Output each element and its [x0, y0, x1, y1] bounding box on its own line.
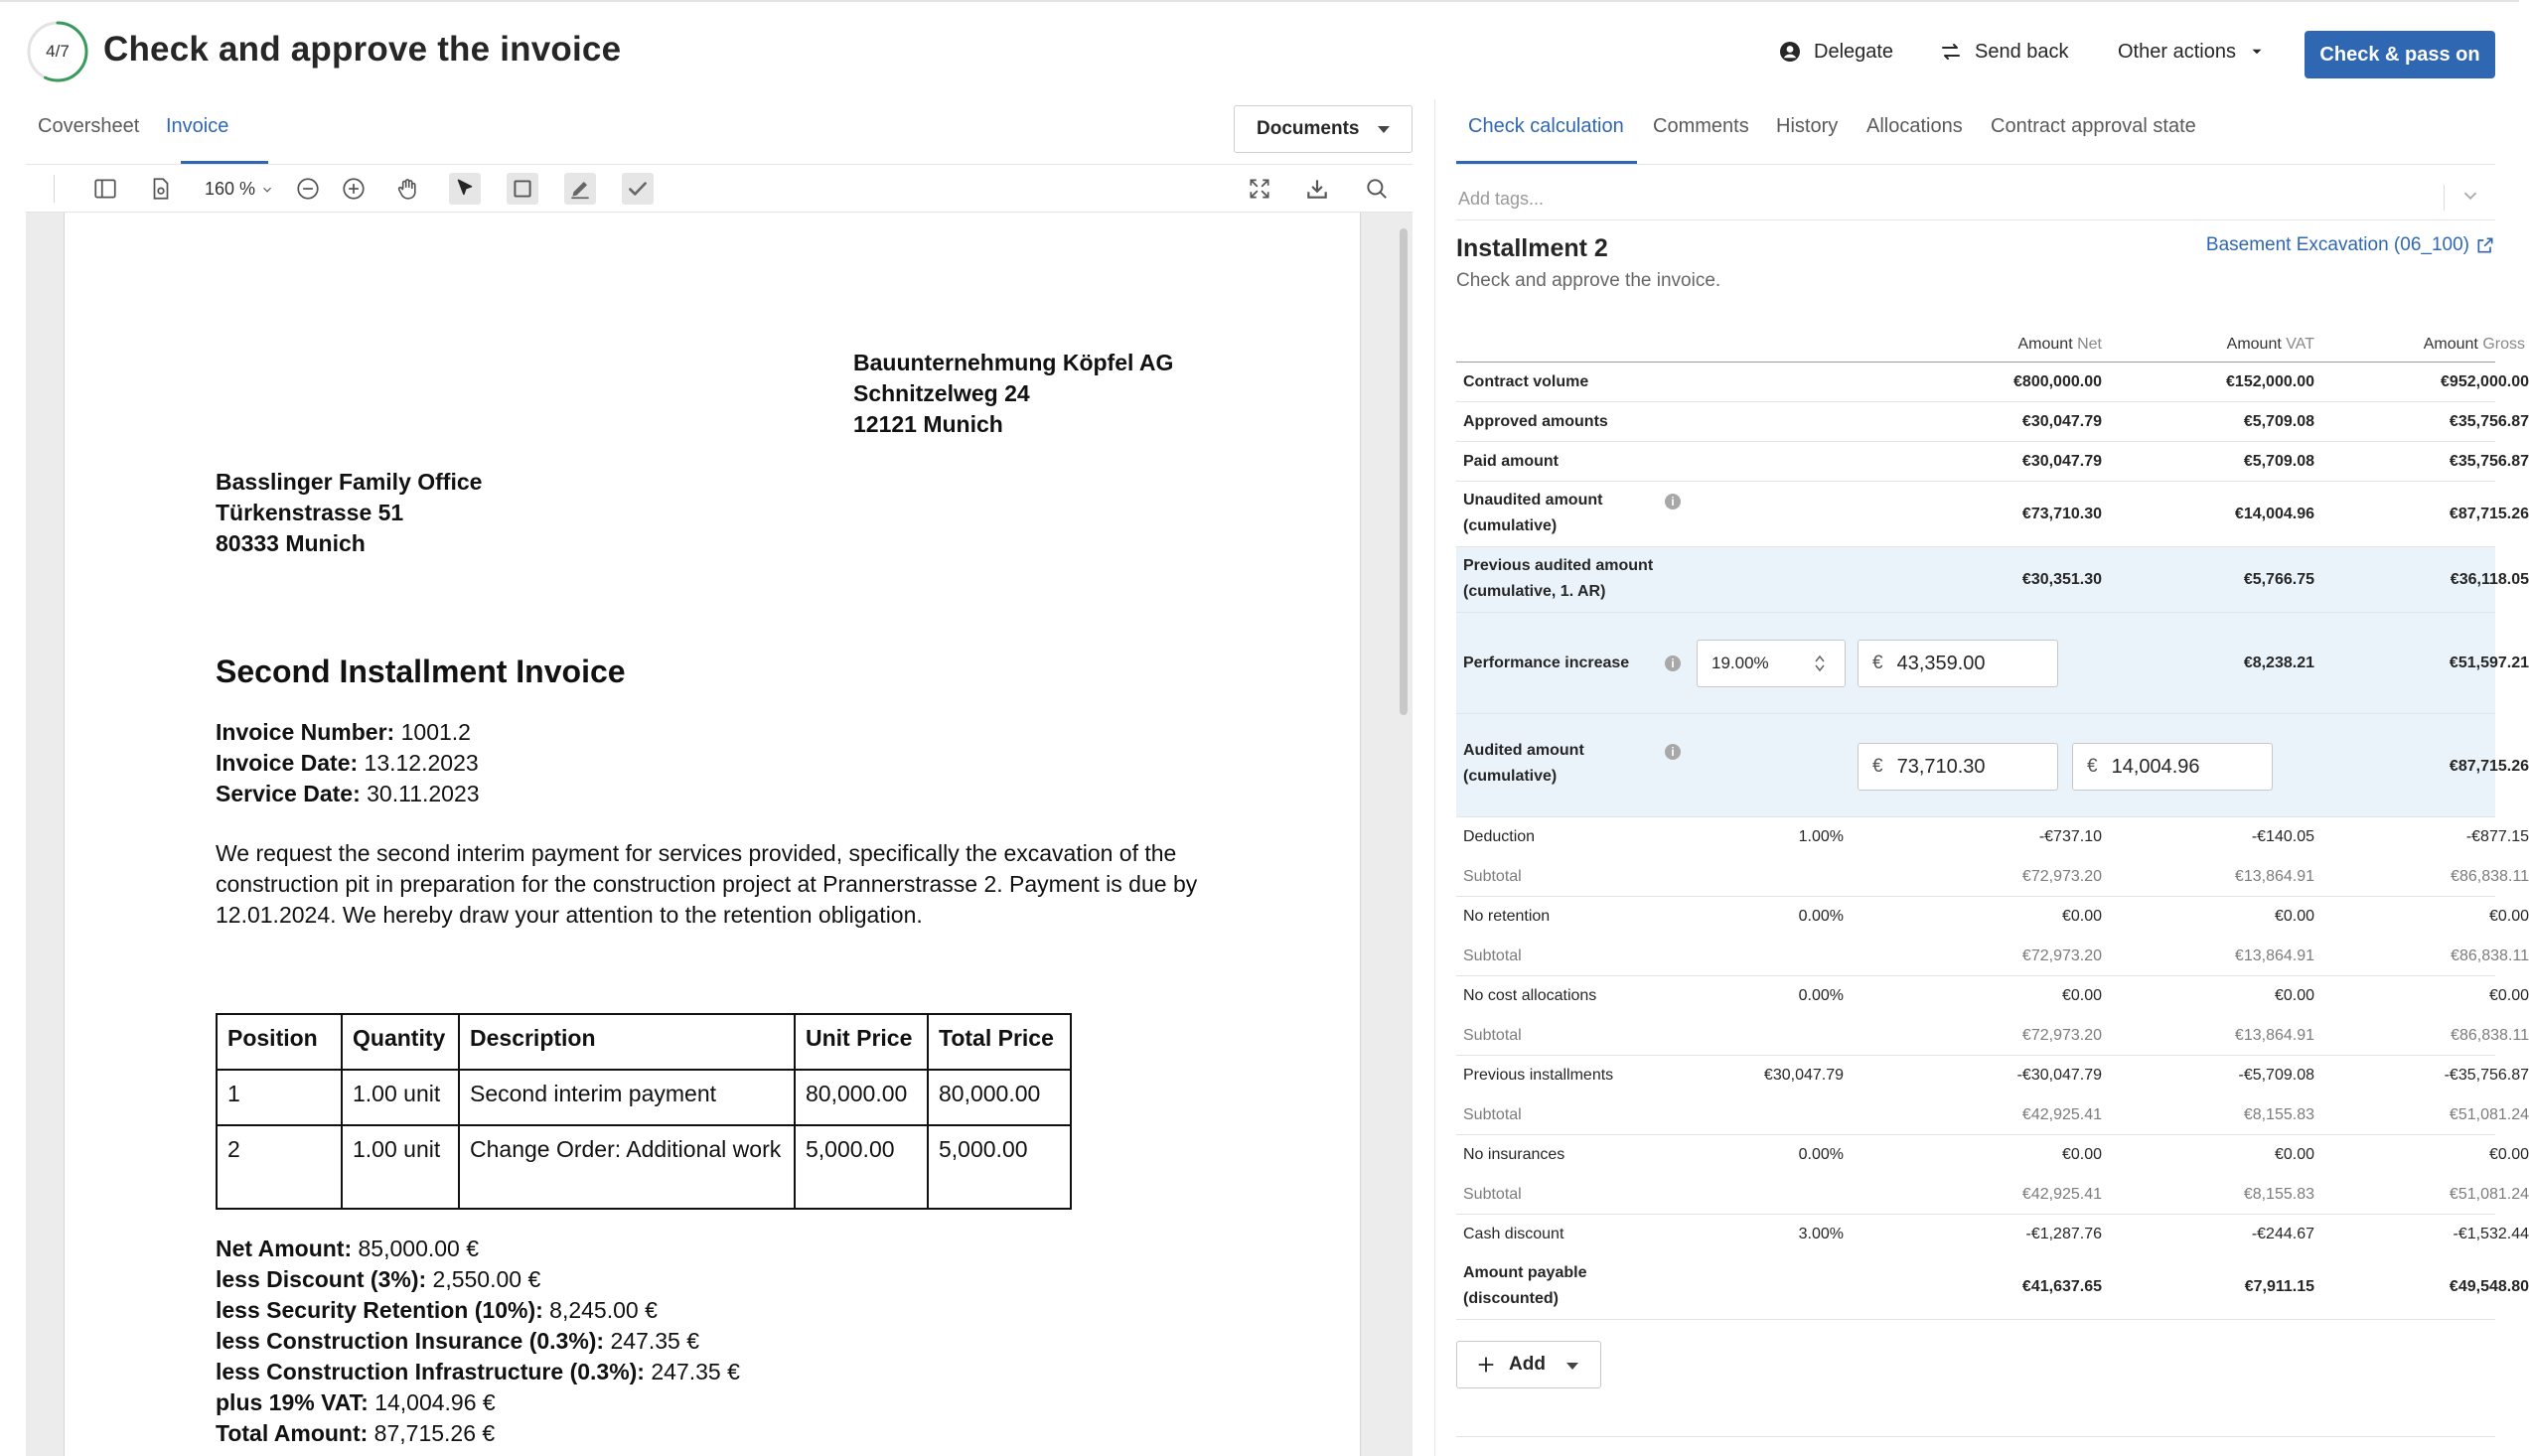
page-settings-button[interactable] [145, 173, 177, 205]
total-line [216, 1234, 740, 1264]
total-label: less Construction Insurance (0.3%): [216, 1328, 605, 1354]
gross-value: €36,118.05 [2450, 571, 2529, 588]
vat-value: €0.00 [2274, 1146, 2314, 1163]
table-row [1456, 363, 2529, 402]
pdf-viewer-toolbar [26, 165, 1413, 213]
meta-value: 1001.2 [394, 719, 471, 745]
info-icon[interactable]: i [1665, 494, 1681, 510]
column-header-main: Amount [2226, 336, 2282, 353]
percentage-value: 19.00% [1711, 654, 1769, 672]
total-value: 85,000.00 € [352, 1236, 480, 1261]
meta-value: 30.11.2023 [360, 781, 480, 806]
total-line [216, 1326, 740, 1357]
gross-value: -€35,756.87 [2444, 1067, 2529, 1084]
vat-value: €8,155.83 [2243, 1106, 2314, 1123]
total-value: 8,245.00 € [542, 1297, 658, 1323]
installment-subtitle: Check and approve the invoice. [1456, 270, 1721, 291]
column-header-net [1903, 336, 2102, 354]
tab-comments[interactable]: Comments [1653, 115, 1749, 137]
gross-value: €952,000.00 [2441, 373, 2529, 390]
table-cell: 2 [217, 1125, 342, 1209]
sender-address [216, 467, 482, 559]
step-counter: 4/7 [46, 42, 70, 61]
table-row [1456, 402, 2529, 442]
table-header-row [217, 1014, 1071, 1070]
contract-link-label: Basement Excavation (06_100) [2205, 234, 2469, 255]
row-label: Contract volume [1463, 373, 1589, 390]
table-cell: 1 [217, 1070, 342, 1125]
net-value: €30,047.79 [2021, 413, 2102, 430]
checkmark-icon [625, 176, 651, 202]
table-cell: 80,000.00 [795, 1070, 928, 1125]
row-label: Amount payable (discounted) [1463, 1264, 1587, 1307]
page-title: Check and approve the invoice [103, 30, 622, 69]
zoom-value: 160 % [205, 179, 256, 199]
deduction-row [1456, 1135, 2529, 1175]
installment-title: Installment 2 [1456, 234, 1608, 262]
row-label: Subtotal [1463, 1027, 1522, 1044]
active-tab-indicator [181, 161, 268, 164]
net-value: -€737.10 [2038, 828, 2102, 845]
vat-value: €7,911.15 [2244, 1278, 2314, 1295]
net-value: €41,637.65 [2021, 1278, 2102, 1295]
table-cell: 1.00 unit [342, 1070, 459, 1125]
total-label: less Construction Infrastructure (0.3%): [216, 1359, 645, 1384]
input-value: 14,004.96 [2111, 755, 2200, 778]
search-icon [1364, 176, 1390, 202]
total-line [216, 1357, 740, 1387]
invoice-page [64, 213, 1361, 1456]
percent-value: 0.00% [1798, 987, 1844, 1004]
audited-amount-row [1456, 714, 2529, 817]
address-line: 12121 Munich [853, 411, 1003, 437]
meta-line [216, 748, 480, 779]
column-header-sub: VAT [2286, 336, 2314, 353]
check-and-pass-on-button[interactable]: Check & pass on [2305, 31, 2495, 78]
expand-icon [1247, 176, 1272, 202]
zoom-select[interactable] [205, 179, 274, 200]
vat-value: €14,004.96 [2234, 506, 2314, 522]
percent-value: €30,047.79 [1763, 1067, 1844, 1084]
other-actions-label: Other actions [2118, 40, 2236, 63]
net-value: €72,973.20 [2021, 868, 2102, 885]
right-tab-bar [1456, 99, 2495, 165]
vat-value: €5,766.75 [2243, 571, 2314, 588]
performance-net-input[interactable] [1858, 640, 2058, 687]
net-value: €30,047.79 [2021, 453, 2102, 470]
row-label: Approved amounts [1463, 413, 1608, 430]
chevron-down-icon[interactable] [2459, 185, 2481, 207]
row-label: No insurances [1463, 1146, 1565, 1163]
total-label: Total Amount: [216, 1420, 369, 1446]
deduction-row [1456, 1056, 2529, 1095]
section-divider [1456, 1436, 2495, 1437]
currency-symbol: € [1872, 756, 1883, 777]
meta-label: Invoice Date: [216, 750, 359, 776]
net-value: -€30,047.79 [2016, 1067, 2102, 1084]
table-row [1456, 442, 2529, 482]
caret-down-icon [2248, 43, 2266, 61]
net-value: €72,973.20 [2021, 947, 2102, 964]
row-label: Deduction [1463, 828, 1536, 845]
cursor-icon [452, 176, 478, 202]
active-tab-indicator [1456, 161, 1637, 164]
send-back-label: Send back [1975, 40, 2069, 63]
subtotal-row [1456, 1095, 2529, 1135]
total-line [216, 1418, 740, 1449]
total-label: less Security Retention (10%): [216, 1297, 543, 1323]
tags-input[interactable] [1456, 177, 2495, 220]
deduction-row [1456, 817, 2529, 857]
gross-value: €35,756.87 [2449, 453, 2529, 470]
percent-value: 1.00% [1798, 828, 1844, 845]
vat-value: -€5,709.08 [2238, 1067, 2314, 1084]
info-icon[interactable]: i [1665, 655, 1681, 671]
other-actions-dropdown[interactable] [2118, 34, 2266, 70]
address-line: Basslinger Family Office [216, 469, 483, 495]
deduction-row [1456, 897, 2529, 937]
gross-value: €49,548.80 [2449, 1278, 2529, 1295]
fullscreen-button[interactable] [1244, 173, 1275, 205]
pane-divider [1434, 99, 1435, 1456]
gross-value: €35,756.87 [2449, 413, 2529, 430]
download-icon [1304, 176, 1330, 202]
table-row [217, 1070, 1071, 1125]
net-value: €42,925.41 [2021, 1186, 2102, 1203]
total-line [216, 1387, 740, 1418]
net-value: €0.00 [2061, 908, 2102, 925]
tab-invoice[interactable]: Invoice [166, 115, 229, 137]
gross-value: €51,597.21 [2449, 655, 2529, 671]
sidebar-toggle-button[interactable] [89, 173, 121, 205]
address-line: Schnitzelweg 24 [853, 380, 1030, 406]
vat-value: -€140.05 [2251, 828, 2314, 845]
info-icon[interactable]: i [1665, 744, 1681, 760]
vat-value: €0.00 [2274, 908, 2314, 925]
row-label: Subtotal [1463, 868, 1522, 885]
total-line [216, 1295, 740, 1326]
left-tab-bar [26, 99, 1413, 165]
table-cell: 5,000.00 [928, 1125, 1071, 1209]
percent-value: 0.00% [1798, 1146, 1844, 1163]
address-line: Bauunternehmung Köpfel AG [853, 350, 1174, 375]
add-button-label: Add [1509, 1354, 1546, 1375]
subtotal-row [1456, 937, 2529, 976]
send-back-button[interactable] [1939, 34, 2069, 70]
total-line [216, 1264, 740, 1295]
table-row [1456, 547, 2529, 613]
net-value: -€1,287.76 [2025, 1226, 2102, 1242]
viewer-scrollbar[interactable] [1400, 228, 1408, 715]
net-value: €72,973.20 [2021, 1027, 2102, 1044]
net-value: €42,925.41 [2021, 1106, 2102, 1123]
invoice-line-items-table [216, 1013, 1072, 1210]
performance-increase-row [1456, 613, 2529, 714]
chevron-down-icon [260, 183, 274, 197]
row-label: No cost allocations [1463, 987, 1597, 1004]
row-label: Performance increase [1463, 655, 1630, 671]
total-label: plus 19% VAT: [216, 1389, 369, 1415]
column-header-main: Amount [2017, 336, 2073, 353]
document-settings-icon [148, 176, 174, 202]
vat-value: €13,864.91 [2234, 868, 2314, 885]
column-header-sub: Net [2077, 336, 2102, 353]
gross-value: -€877.15 [2465, 828, 2529, 845]
column-header-main: Amount [2423, 336, 2478, 353]
table-cell: 1.00 unit [342, 1125, 459, 1209]
total-label: less Discount (3%): [216, 1266, 427, 1292]
meta-label: Invoice Number: [216, 719, 395, 745]
vat-value: €5,709.08 [2243, 413, 2314, 430]
vat-value: -€244.67 [2251, 1226, 2314, 1242]
pan-tool-button[interactable] [391, 173, 423, 205]
page-header [0, 0, 2519, 99]
subtotal-row [1456, 1016, 2529, 1056]
gross-value: €51,081.24 [2449, 1186, 2529, 1203]
rectangle-tool-button[interactable] [507, 173, 538, 205]
gross-value: €0.00 [2488, 908, 2529, 925]
net-value: €73,710.30 [2021, 506, 2102, 522]
row-label: Subtotal [1463, 1106, 1522, 1123]
vat-value: €152,000.00 [2226, 373, 2314, 390]
gross-value: €0.00 [2488, 987, 2529, 1004]
total-value: 87,715.26 € [368, 1420, 496, 1446]
gross-value: €51,081.24 [2449, 1106, 2529, 1123]
search-button[interactable] [1361, 173, 1393, 205]
row-label: Previous installments [1463, 1067, 1614, 1084]
net-value: €0.00 [2061, 987, 2102, 1004]
column-header-gross [2326, 336, 2525, 354]
subtotal-row [1456, 1175, 2529, 1215]
column-header-sub: Gross [2482, 336, 2525, 353]
documents-dropdown[interactable] [1234, 105, 1413, 153]
table-cell: Second interim payment [459, 1070, 795, 1125]
step-progress-ring [26, 20, 89, 83]
address-line: Türkenstrasse 51 [216, 500, 404, 525]
recipient-address [853, 348, 1173, 440]
caret-down-icon [1378, 126, 1390, 133]
table-row [1456, 482, 2529, 547]
vat-value: €13,864.91 [2234, 947, 2314, 964]
audited-vat-input[interactable] [2072, 743, 2273, 791]
cash-discount-row [1456, 1215, 2529, 1254]
currency-symbol: € [1872, 653, 1883, 673]
percent-value: 3.00% [1798, 1226, 1844, 1242]
download-button[interactable] [1301, 173, 1333, 205]
tags-placeholder: Add tags... [1458, 189, 1545, 209]
currency-symbol: € [2087, 756, 2098, 777]
documents-dropdown-label: Documents [1257, 118, 1360, 139]
caret-down-icon [1566, 1363, 1578, 1370]
vat-value: €5,709.08 [2243, 453, 2314, 470]
sidebar-icon [92, 176, 118, 202]
delegate-label: Delegate [1814, 40, 1894, 63]
toolbar-divider [54, 175, 55, 203]
total-value: 247.35 € [604, 1328, 700, 1354]
row-label: Unaudited amount (cumulative) [1463, 492, 1603, 534]
row-label: Audited amount (cumulative) [1463, 742, 1584, 785]
percentage-stepper[interactable] [1697, 640, 1846, 687]
table-header: Description [459, 1014, 795, 1070]
zoom-in-button[interactable] [338, 173, 370, 205]
gross-value: €86,838.11 [2451, 1027, 2529, 1044]
invoice-totals [216, 1234, 740, 1449]
pencil-icon [567, 176, 593, 202]
vat-value: €8,238.21 [2243, 655, 2314, 671]
total-value: 247.35 € [644, 1359, 740, 1384]
zoom-in-icon [341, 176, 367, 202]
input-value: 43,359.00 [1896, 652, 1986, 674]
gross-value: €86,838.11 [2451, 947, 2529, 964]
amount-payable-row [1456, 1254, 2529, 1320]
rectangle-icon [510, 176, 535, 202]
meta-line [216, 779, 480, 809]
select-tool-button[interactable] [449, 173, 481, 205]
stepper-arrows-icon[interactable] [1815, 653, 1825, 674]
tab-contract-approval-state[interactable]: Contract approval state [1991, 115, 2196, 137]
total-value: 14,004.96 € [368, 1389, 496, 1415]
annotate-tool-button[interactable] [564, 173, 596, 205]
send-back-icon [1939, 40, 1963, 64]
table-header: Unit Price [795, 1014, 928, 1070]
invoice-meta [216, 717, 480, 809]
zoom-out-icon [295, 176, 321, 202]
zoom-out-button[interactable] [292, 173, 324, 205]
column-header-vat [2116, 336, 2314, 354]
gross-value: €87,715.26 [2449, 758, 2529, 775]
table-cell: 5,000.00 [795, 1125, 928, 1209]
vat-value: €13,864.91 [2234, 1027, 2314, 1044]
table-header: Total Price [928, 1014, 1071, 1070]
vat-value: €0.00 [2274, 987, 2314, 1004]
input-value: 73,710.30 [1896, 755, 1986, 778]
tab-coversheet[interactable]: Coversheet [38, 115, 140, 137]
address-line: 80333 Munich [216, 530, 366, 556]
delegate-button[interactable] [1778, 34, 1893, 70]
row-label: Cash discount [1463, 1226, 1564, 1242]
tab-check-calculation[interactable]: Check calculation [1468, 115, 1624, 137]
total-value: 2,550.00 € [426, 1266, 541, 1292]
meta-label: Service Date: [216, 781, 361, 806]
hand-icon [394, 176, 420, 202]
invoice-title: Second Installment Invoice [216, 654, 626, 689]
invoice-paragraph: We request the second interim payment for services provided, specifically the excavation of the construction pit in preparation for the construction project at Prannerstrasse 2. Payment is due by 12.01.2024. We hereby draw your attention to the retention obligation. [216, 840, 1198, 928]
plus-icon [1475, 1354, 1497, 1376]
meta-value: 13.12.2023 [358, 750, 479, 776]
gross-value: €0.00 [2488, 1146, 2529, 1163]
row-label: Previous audited amount (cumulative, 1. AR) [1463, 557, 1654, 600]
deduction-row [1456, 976, 2529, 1016]
gross-value: €87,715.26 [2449, 506, 2529, 522]
gross-value: €86,838.11 [2451, 868, 2529, 885]
tab-history[interactable]: History [1776, 115, 1839, 137]
gross-value: -€1,532.44 [2453, 1226, 2529, 1242]
user-circle-icon [1778, 40, 1802, 64]
audited-net-input[interactable] [1858, 743, 2058, 791]
percent-value: 0.00% [1798, 908, 1844, 925]
net-value: €0.00 [2061, 1146, 2102, 1163]
approve-stamp-button[interactable] [622, 173, 654, 205]
contract-link[interactable] [2206, 234, 2495, 256]
tab-allocations[interactable]: Allocations [1866, 115, 1963, 137]
net-value: €800,000.00 [2013, 373, 2102, 390]
row-label: Subtotal [1463, 947, 1522, 964]
tags-separator [2444, 185, 2445, 211]
vat-value: €8,155.83 [2243, 1186, 2314, 1203]
pdf-document-viewport[interactable] [26, 213, 1413, 1456]
table-header: Quantity [342, 1014, 459, 1070]
meta-line [216, 717, 480, 748]
table-header: Position [217, 1014, 342, 1070]
table-cell: 80,000.00 [928, 1070, 1071, 1125]
subtotal-row [1456, 857, 2529, 897]
external-link-icon [2475, 235, 2495, 255]
total-label: Net Amount: [216, 1236, 353, 1261]
row-label: Subtotal [1463, 1186, 1522, 1203]
row-label: Paid amount [1463, 453, 1560, 470]
add-button[interactable] [1456, 1341, 1601, 1388]
table-row [217, 1125, 1071, 1209]
row-label: No retention [1463, 908, 1551, 925]
table-cell: Change Order: Additional work [459, 1125, 795, 1209]
net-value: €30,351.30 [2021, 571, 2102, 588]
